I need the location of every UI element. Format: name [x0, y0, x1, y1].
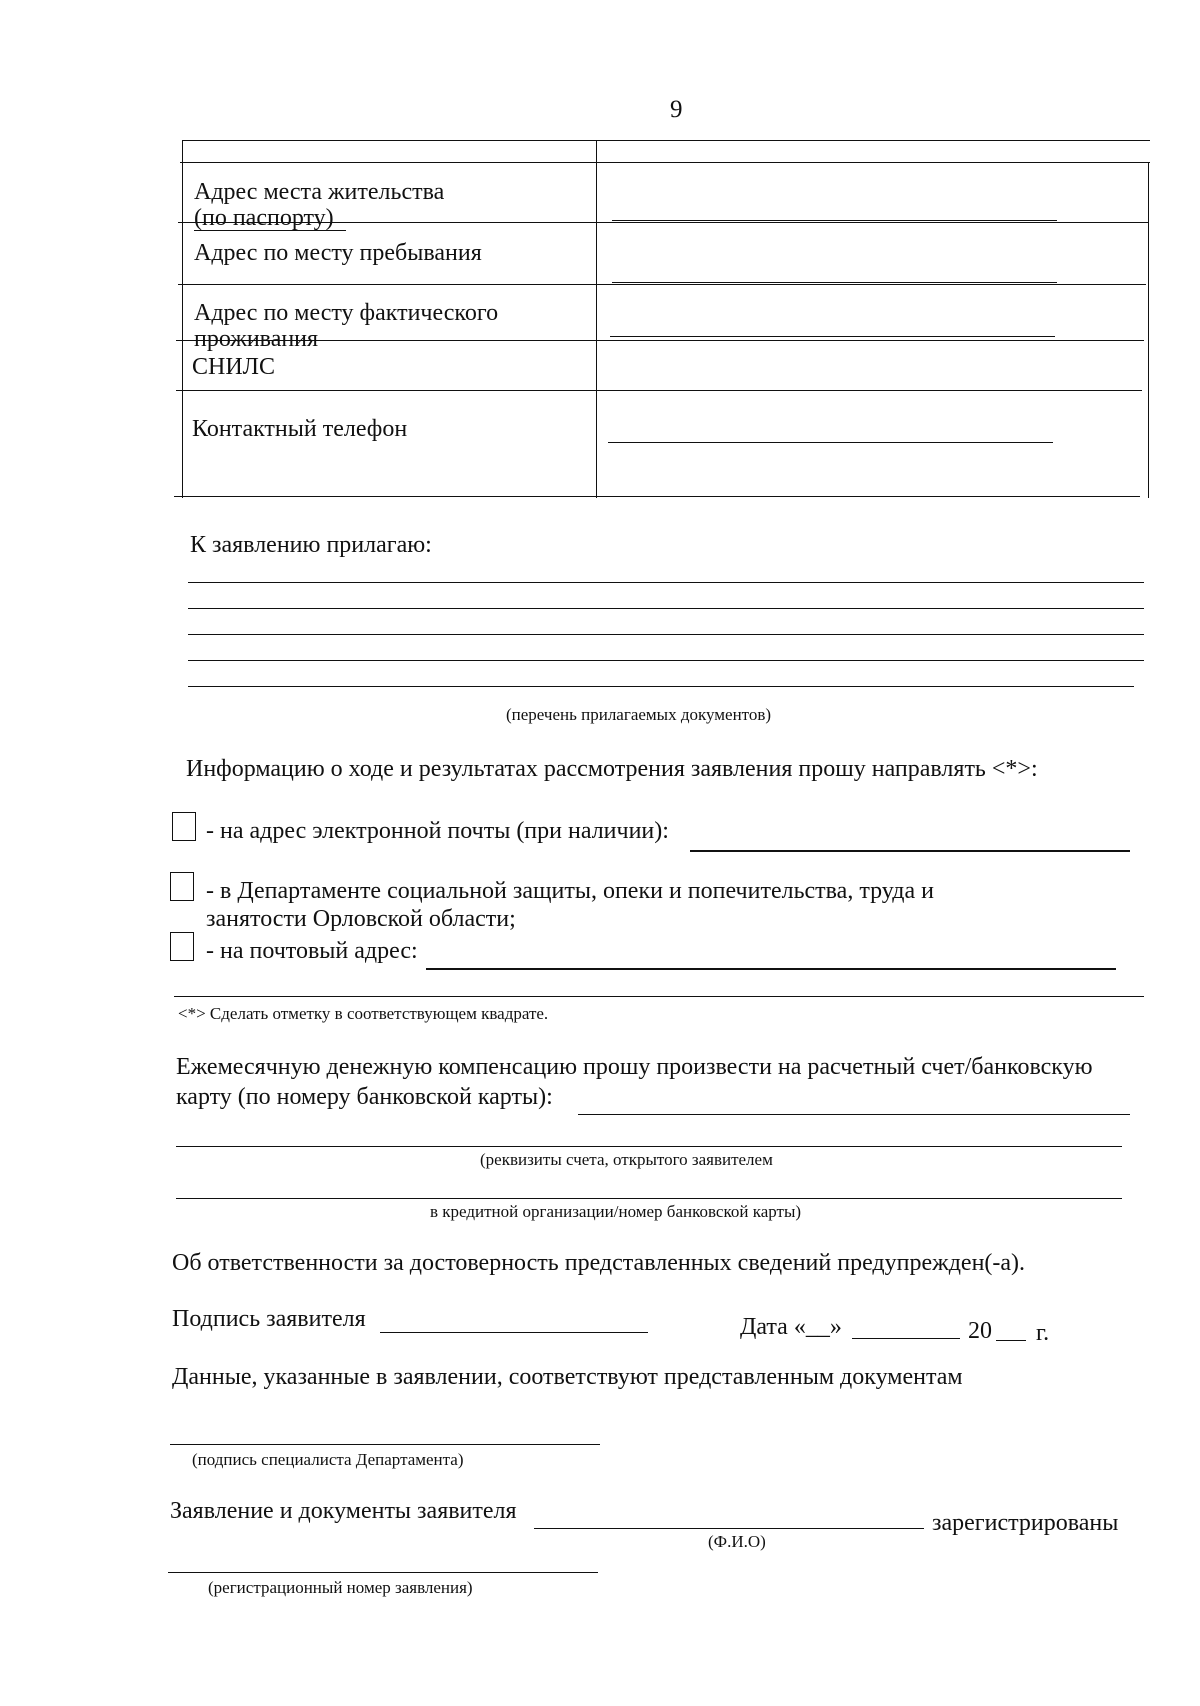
table-line: [182, 140, 183, 498]
registered-label: зарегистрированы: [932, 1510, 1119, 1536]
underline: [194, 230, 346, 231]
row-label-residence-note: (по паспорту): [194, 205, 334, 231]
specialist-signature-line[interactable]: [170, 1444, 600, 1445]
post-option-label: - на почтовый адрес:: [206, 938, 418, 964]
department-checkbox[interactable]: [170, 872, 194, 901]
table-line: [178, 284, 1146, 285]
attachment-line[interactable]: [188, 582, 1144, 583]
table-line: [596, 140, 597, 498]
account-line[interactable]: [176, 1198, 1122, 1199]
department-option-label: - в Департаменте социальной защиты, опеки и попечительства, труда и: [206, 878, 934, 904]
footnote-separator: [174, 996, 1144, 997]
date-line[interactable]: [852, 1338, 960, 1339]
fio-line[interactable]: [534, 1528, 924, 1529]
responsibility-statement: Об ответственности за достоверность представленных сведений предупрежден(-а).: [172, 1250, 1026, 1276]
page-number: 9: [670, 96, 683, 123]
post-checkbox[interactable]: [170, 932, 194, 961]
account-line[interactable]: [176, 1146, 1122, 1147]
row-label-stay: Адрес по месту пребывания: [194, 240, 482, 266]
table-line: [176, 340, 1144, 341]
answer-line[interactable]: [610, 336, 1055, 337]
email-answer-line[interactable]: [690, 850, 1130, 852]
compensation-text: Ежемесячную денежную компенсацию прошу произвести на расчетный счет/банковскую: [176, 1054, 1093, 1080]
compensation-text-cont: карту (по номеру банковской карты):: [176, 1084, 553, 1110]
attachment-line[interactable]: [188, 686, 1134, 687]
specialist-caption: (подпись специалиста Департамента): [192, 1450, 464, 1469]
answer-line[interactable]: [612, 282, 1057, 283]
email-checkbox[interactable]: [172, 812, 196, 841]
account-caption: (реквизиты счета, открытого заявителем: [480, 1150, 773, 1169]
fio-caption: (Ф.И.О): [708, 1532, 766, 1551]
row-label-actual-note: проживания: [194, 326, 319, 352]
answer-line[interactable]: [612, 220, 1057, 221]
attachment-line[interactable]: [188, 634, 1144, 635]
account-line[interactable]: [578, 1114, 1130, 1115]
signature-line[interactable]: [380, 1332, 648, 1333]
row-label-residence: Адрес места жительства: [194, 179, 445, 205]
table-line: [182, 140, 1150, 141]
email-option-label: - на адрес электронной почты (при наличии):: [206, 818, 669, 844]
department-option-label-cont: занятости Орловской области;: [206, 906, 516, 932]
registration-number-line[interactable]: [168, 1572, 598, 1573]
table-line: [180, 162, 1150, 163]
post-answer-line[interactable]: [426, 968, 1116, 970]
table-line: [1148, 162, 1149, 498]
year-prefix: 20: [968, 1318, 992, 1344]
info-heading: Информацию о ходе и результатах рассмотрения заявления прошу направлять <*>:: [186, 756, 1038, 782]
date-label: Дата «__»: [740, 1314, 842, 1340]
account-caption-cont: в кредитной организации/номер банковской карты): [430, 1202, 802, 1221]
attachment-line[interactable]: [188, 608, 1144, 609]
year-line[interactable]: [996, 1340, 1026, 1341]
table-line: [174, 496, 1140, 497]
year-suffix: г.: [1036, 1320, 1050, 1346]
footnote: <*> Сделать отметку в соответствующем квадрате.: [178, 1004, 549, 1023]
attachments-heading: К заявлению прилагаю:: [190, 532, 432, 558]
row-label-phone: Контактный телефон: [192, 416, 408, 442]
row-label-actual: Адрес по месту фактического: [194, 300, 499, 326]
signature-label: Подпись заявителя: [172, 1306, 366, 1332]
row-label-snils: СНИЛС: [192, 354, 275, 380]
registration-number-caption: (регистрационный номер заявления): [208, 1578, 473, 1597]
answer-line[interactable]: [608, 442, 1053, 443]
attachments-caption: (перечень прилагаемых документов): [506, 705, 772, 724]
answer-line[interactable]: [610, 390, 1055, 391]
registration-label: Заявление и документы заявителя: [170, 1498, 517, 1524]
attachment-line[interactable]: [188, 660, 1144, 661]
data-matches-statement: Данные, указанные в заявлении, соответствуют представленным документам: [172, 1364, 963, 1390]
